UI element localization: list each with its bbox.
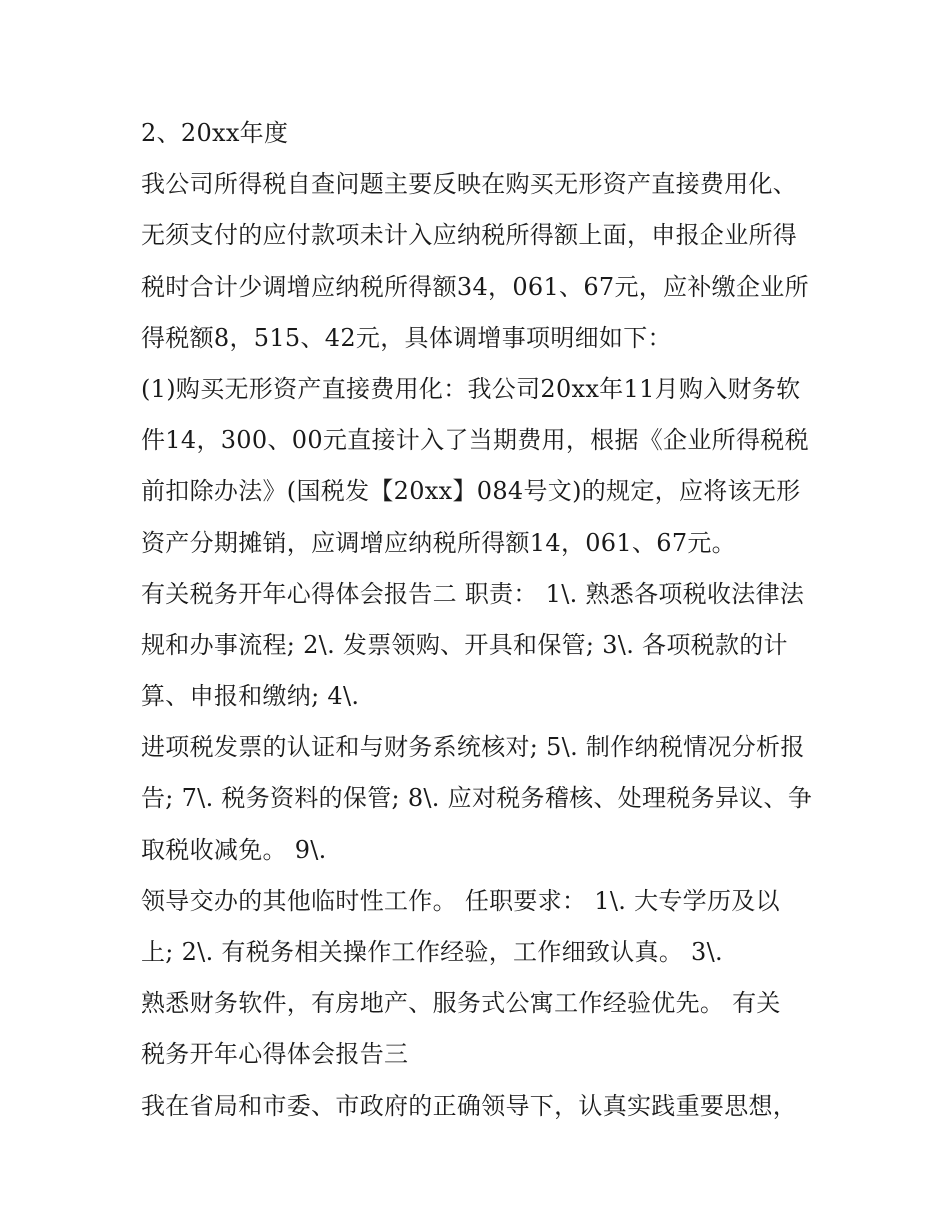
text-line: 2、20xx年度	[141, 119, 289, 147]
document-body	[141, 108, 841, 1132]
text-line: 进项税发票的认证和与财务系统核对; 5\. 制作纳税情况分析报	[141, 733, 805, 762]
text-line: 税时合计少调增应纳税所得额34，061、67元，应补缴企业所	[141, 272, 809, 301]
text-line: 算、申报和缴纳; 4\.	[141, 682, 360, 711]
text-line: 我公司所得税自查问题主要反映在购买无形资产直接费用化、	[141, 170, 798, 199]
text-line: 无须支付的应付款项未计入应纳税所得额上面，申报企业所得	[141, 221, 798, 250]
text-line: 前扣除办法》(国税发【20xx】084号文)的规定，应将该无形	[141, 477, 801, 506]
text-line: 领导交办的其他临时性工作。 任职要求： 1\. 大专学历及以	[141, 886, 780, 915]
text-line: 税务开年心得体会报告三	[141, 1040, 409, 1069]
text-line: 告; 7\. 税务资料的保管; 8\. 应对税务稽核、处理税务异议、争	[141, 784, 813, 813]
text-line: 上; 2\. 有税务相关操作工作经验，工作细致认真。 3\.	[141, 938, 723, 966]
text-line: (1)购买无形资产直接费用化：我公司20xx年11月购入财务软	[141, 374, 801, 403]
text-line: 规和办事流程; 2\. 发票领购、开具和保管; 3\. 各项税款的计	[141, 630, 788, 659]
text-line: 我在省局和市委、市政府的正确领导下，认真实践重要思想，	[141, 1091, 798, 1120]
text-line: 熟悉财务软件，有房地产、服务式公寓工作经验优先。 有关	[141, 989, 781, 1018]
text-line: 资产分期摊销，应调增应纳税所得额14，061、67元。	[141, 528, 736, 557]
text-line: 得税额8，515、42元，具体调增事项明细如下：	[141, 323, 672, 352]
text-line: 取税收减免。 9\.	[141, 835, 327, 864]
text-line: 有关税务开年心得体会报告二 职责： 1\. 熟悉各项税收法律法	[141, 579, 805, 608]
text-line: 件14，300、00元直接计入了当期费用，根据《企业所得税税	[141, 426, 809, 455]
